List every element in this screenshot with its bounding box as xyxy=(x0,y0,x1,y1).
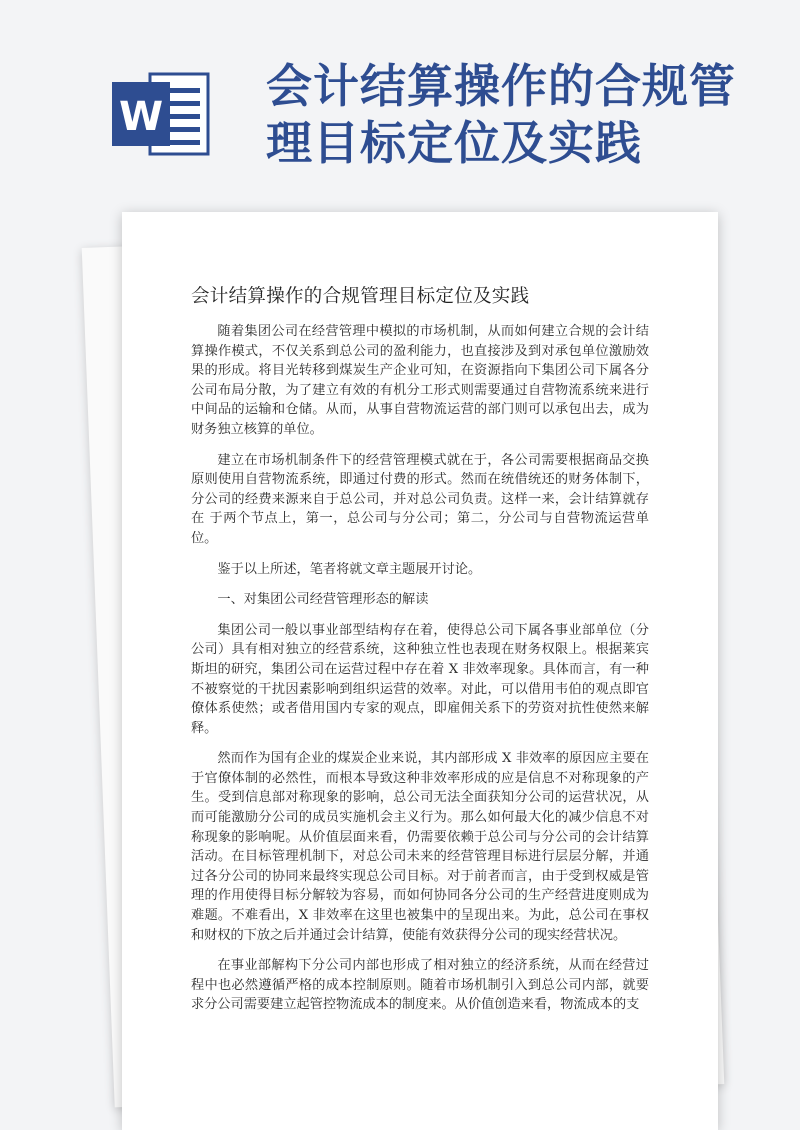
paragraph: 集团公司一般以事业部型结构存在着，使得总公司下属各事业部单位（分公司）具有相对独立的经营系统，这种独立性也表现在财务权限上。根据莱宾斯坦的研究，集团公司在运营过程中存在着 X 非效率现象。具体而言，有一种不被察觉的干扰因素影响到组织运营的效率。对此，可以借用韦伯的观点即官僚体系使然；或者借用国内专家的观点，即雇佣关系下的劳资对抗性使然来解释。 xyxy=(191,622,649,736)
paragraph: 鉴于以上所述，笔者将就文章主题展开讨论。 xyxy=(217,561,482,577)
banner-title xyxy=(266,58,786,172)
paragraph: 建立在市场机制条件下的经营管理模式就在于，各公司需要根据商品交换原则使用自营物流系统，即通过付费的形式。然而在统借统还的财务体制下，分公司的经费来源来自于总公司，并对总公司负责。这样一来，会计结算就存在 于两个节点上，第一，总公司与分公司；第二，分公司与自营物流运营单位。 xyxy=(191,452,649,546)
document-title: 会计结算操作的合规管理目标定位及实践 xyxy=(191,286,530,307)
banner-title-line-1: 会计结算操作的合规管 xyxy=(266,59,736,113)
document-body xyxy=(191,322,649,1026)
banner-title-line-2: 理目标定位及实践 xyxy=(266,116,642,170)
word-logo-letter: W xyxy=(118,94,164,140)
section-heading: 一、对集团公司经营管理形态的解读 xyxy=(217,592,429,608)
document-page xyxy=(122,212,718,1130)
word-document-icon xyxy=(112,68,212,160)
paragraph: 然而作为国有企业的煤炭企业来说，其内部形成 X 非效率的原因应主要在于官僚体制的必然性，而根本导致这种非效率形成的应是信息不对称现象的产生。受到信息部对称现象的影响，总公司无法全面获知分公司的运营状况，从而可能激励分公司的成员实施机会主义行为。那么如何最大化的减少信息不对称现象的影响呢。从价值层面来看，仍需要依赖于总公司与分公司的会计结算活动。在目标管理机制下，对总公司未来的经营管理目标进行层层分解，并通过各分公司的协同来最终实现总公司目标。对于前者而言，由于受到权威是管理的作用使得目标分解较为容易，而如何协同各分公司的生产经营进度则成为难题。不难看出，X 非效率在这里也被集中的呈现出来。为此，总公司在事权和财权的下放之后并通过会计结算，使能有效获得分公司的现实经营状况。 xyxy=(191,751,649,943)
paragraph: 在事业部解构下分公司内部也形成了相对独立的经济系统，从而在经营过程中也必然遵循严格的成本控制原则。随着市场机制引入到总公司内部，就要求分公司需要建立起管控物流成本的制度来。从价值创造来看，物流成本的支 xyxy=(191,958,649,1013)
paragraph: 随着集团公司在经营管理中模拟的市场机制，从而如何建立合规的会计结算操作模式，不仅关系到总公司的盈利能力，也直接涉及到对承包单位激励效果的形成。将目光转移到煤炭生产企业可知，在资源指向下集团公司下属各分公司布局分散，为了建立有效的有机分工形式则需要通过自营物流系统来进行中间品的运输和仓储。从而，从事自营物流运营的部门则可以承包出去，成为财务独立核算的单位。 xyxy=(191,324,649,437)
